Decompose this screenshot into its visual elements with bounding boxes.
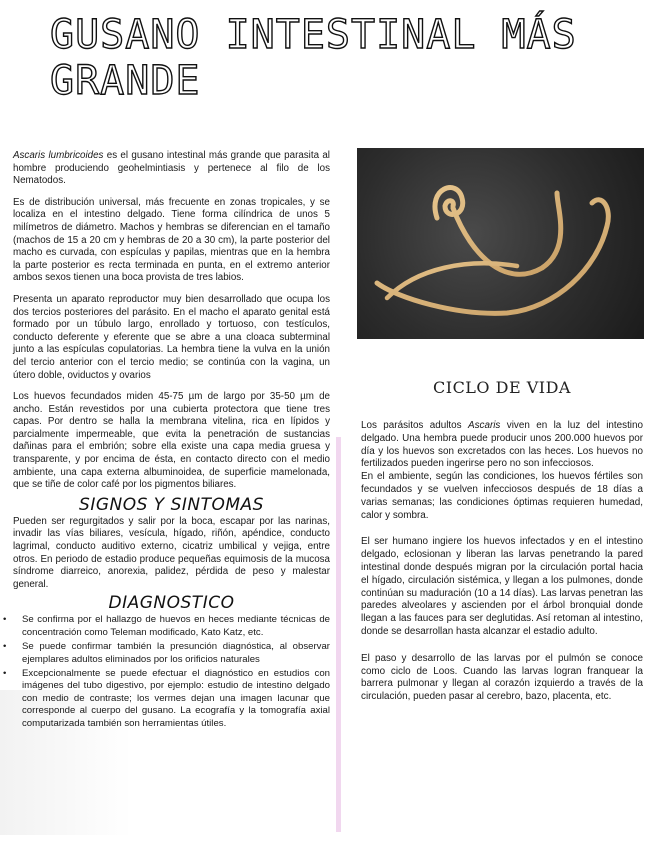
ciclo-paragraph-3: El paso y desarrollo de las larvas por el pulmón se conoce como ciclo de Loos. Cuando las larvas logran franquear la barrera pulmonar y llegan al corazón izquierdo a través de la circulación, pueden pasar al cerebro, bazo, placenta, etc. [361,652,643,703]
ciclo-paragraph-2: El ser humano ingiere los huevos infectados y en el intestino delgado, eclosionan y liberan las larvas penetrando la pared intestinal donde después migran por la circulación portal hacia el hígado, circulación sistémica, y llegan a los pulmones, donde continúan su maduración (10 a 14 días). Las larvas penetran las paredes alveolares y ascienden por el árbol bronquial donde llegan a las fauces para ser deglutidas. Así retoman al intestino, donde se desarrollan hasta alcanzar el estadio adulto. [361,536,643,637]
ciclo-paragraph-1 [361,420,643,471]
signos-heading: SIGNOS Y SINTOMAS [79,494,264,515]
left-column [13,150,330,732]
scientific-name: Ascaris [468,420,501,431]
diagnostico-list [0,614,330,730]
eggs-paragraph: Los huevos fecundados miden 45-75 µm de largo por 35-50 µm de ancho. Están revestidos por una cubierta protectora que tiene tres capas. Por dentro se halla la membrana vitelina, rica en lípidos y parcialmente impermeable, que evita la penetración de sustancias dañinas para el embrión; sobre ella existe una capa media gruesa y transparente, y por encima de ésta, en contacto directo con el medio ambiente, una capa externa albuminoidea, de superficie mamelonada, que se tiñe de color café por los pigmentos biliares. [13,391,330,491]
intro-paragraph [13,150,330,188]
worm-body [377,200,608,314]
scientific-name: Ascaris lumbricoides [13,150,104,161]
right-column [361,420,643,715]
ascaris-worm-photo [357,148,644,339]
ciclo-heading: CICLO DE VIDA [433,378,571,397]
ciclo-text: Los parásitos adultos [361,420,468,431]
ciclo-paragraph-1b: En el ambiente, según las condiciones, los huevos fértiles son fecundados y se vuelven infecciosos después de 18 días a varias semanas; las condiciones óptimas requieren humedad, calor y sombra. [361,471,643,521]
signos-paragraph: Pueden ser regurgitados y salir por la boca, escapar por las narinas, invadir las vías biliares, vesícula, hígado, riñón, apéndice, conducto lagrimal, conducto auditivo externo, cicatriz umbilical y vejiga, entre otros. En periodo de estadio produce pequeñas equimosis de la mucosa síndrome diarreico, anorexia, palidez, pérdida de peso y malestar general. [13,515,330,590]
worm-illustration [357,148,644,339]
reproductive-paragraph: Presenta un aparato reproductor muy bien desarrollado que ocupa los dos tercios posteriores del parásito. En el macho el aparato genital está formado por un túbulo largo, enrollado y tortuoso, con testículos, conducto deferente y eferente que se abre a una cloaca subterminal junto a las espículas copulatorias. La hembra tiene la vulva en la unión del tercio anterior con el tercio medio; se continúa con la vagina, un útero doble, oviductos y ovarios [13,293,330,381]
ciclo-text: viven en la luz del intestino delgado. Una hembra puede producir unos 200.000 huevos por día y los huevos son excretados con las heces. Los huevos no fertilizados pueden ingerirse pero no son infecciosos. [361,420,643,470]
diagnostico-item: • Se puede confirmar también la presunción diagnóstica, al observar ejemplares adultos eliminados por los orificios naturales [0,641,330,666]
worm-body [435,188,561,275]
diagnostico-item: • Excepcionalmente se puede efectuar el diagnóstico en estudios con imágenes del tubo digestivo, por ejemplo: estudio de intestino delgado con medio de contraste; los vermes dejan una imagen lacunar que corresponde al cuerpo del gusano. La ecografía y la tomografía axial computarizada también son herramientas útiles. [0,668,330,730]
diagnostico-heading: DIAGNOSTICO [108,593,235,614]
accent-bar [336,437,341,832]
intro-text: es el gusano intestinal más grande que parasita al hombre produciendo geohelmintiasis y pertenece al filo de los Nematodos. [13,150,330,187]
diagnostico-item: • Se confirma por el hallazgo de huevos en heces mediante técnicas de concentración como Teleman modificado, Kato Katz, etc. [0,614,330,639]
distribution-paragraph: Es de distribución universal, más frecuente en zonas tropicales, y se localiza en el intestino delgado. Tiene forma cilíndrica de unos 5 milímetros de diámetro. Machos y hembras se diferencian en el tamaño (machos de 15 a 20 cm y hembras de 20 a 30 cm), la parte posterior del macho es curvada, con espículas y papilas, mientras que en la hembra la parte posterior es recta terminada en punta, en el extremo anterior ambos sexos tienen una boca provista de tres labios. [13,196,330,284]
page-title: GUSANO INTESTINAL MÁS GRANDE [50,12,577,104]
